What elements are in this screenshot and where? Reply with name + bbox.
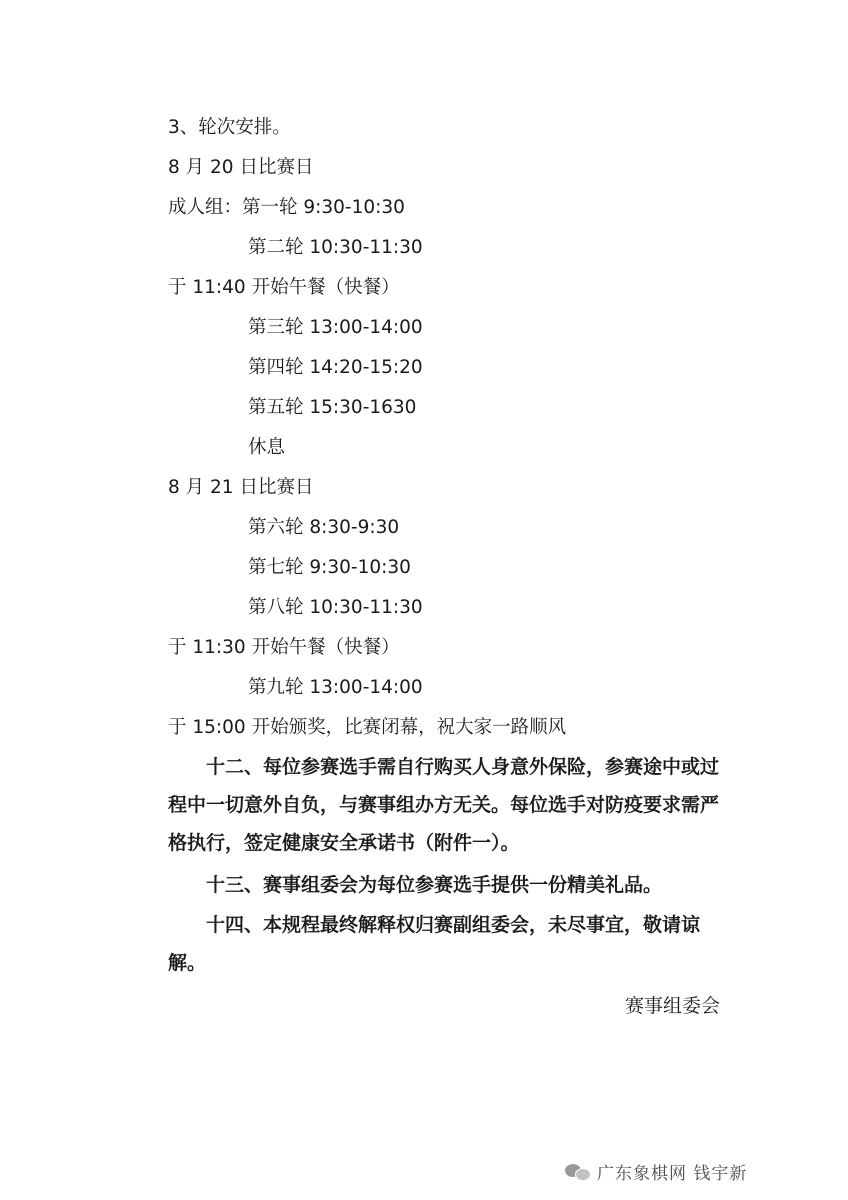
watermark — [565, 1154, 747, 1188]
watermark-text: 广东象棋网 钱宇新 — [597, 1159, 747, 1184]
round5: 第五轮 15:30-1630 — [248, 397, 417, 418]
round8: 第八轮 10:30-11:30 — [248, 597, 423, 618]
lunch-day1: 于 11:40 开始午餐（快餐） — [168, 277, 400, 298]
round9: 第九轮 13:00-14:00 — [248, 677, 423, 698]
article-12: 十二、每位参赛选手需自行购买人身意外保险，参赛途中或过程中一切意外自负，与赛事组办方无关。每位选手对防疫要求需严格执行，签定健康安全承诺书（附件一）。 — [168, 756, 720, 854]
day2-title: 8 月 21 日比赛日 — [168, 477, 314, 498]
wechat-icon — [565, 1161, 591, 1181]
round6: 第六轮 8:30-9:30 — [248, 517, 400, 538]
rest-label: 休息 — [248, 437, 286, 458]
article-13: 十三、赛事组委会为每位参赛选手提供一份精美礼品。 — [206, 874, 663, 896]
schedule-heading: 3、轮次安排。 — [168, 117, 291, 138]
lunch-day2: 于 11:30 开始午餐（快餐） — [168, 637, 400, 658]
day1-title: 8 月 20 日比赛日 — [168, 157, 314, 178]
round4: 第四轮 14:20-15:20 — [248, 357, 423, 378]
adult-group-round1: 成人组：第一轮 9:30-10:30 — [168, 197, 405, 218]
article-14: 十四、本规程最终解释权归赛副组委会，未尽事宜，敬请谅解。 — [168, 914, 701, 974]
round2: 第二轮 10:30-11:30 — [248, 237, 423, 258]
closing-ceremony: 于 15:00 开始颁奖，比赛闭幕，祝大家一路顺风 — [168, 717, 567, 738]
round3: 第三轮 13:00-14:00 — [248, 317, 423, 338]
round7: 第七轮 9:30-10:30 — [248, 557, 411, 578]
signature: 赛事组委会 — [624, 995, 720, 1017]
